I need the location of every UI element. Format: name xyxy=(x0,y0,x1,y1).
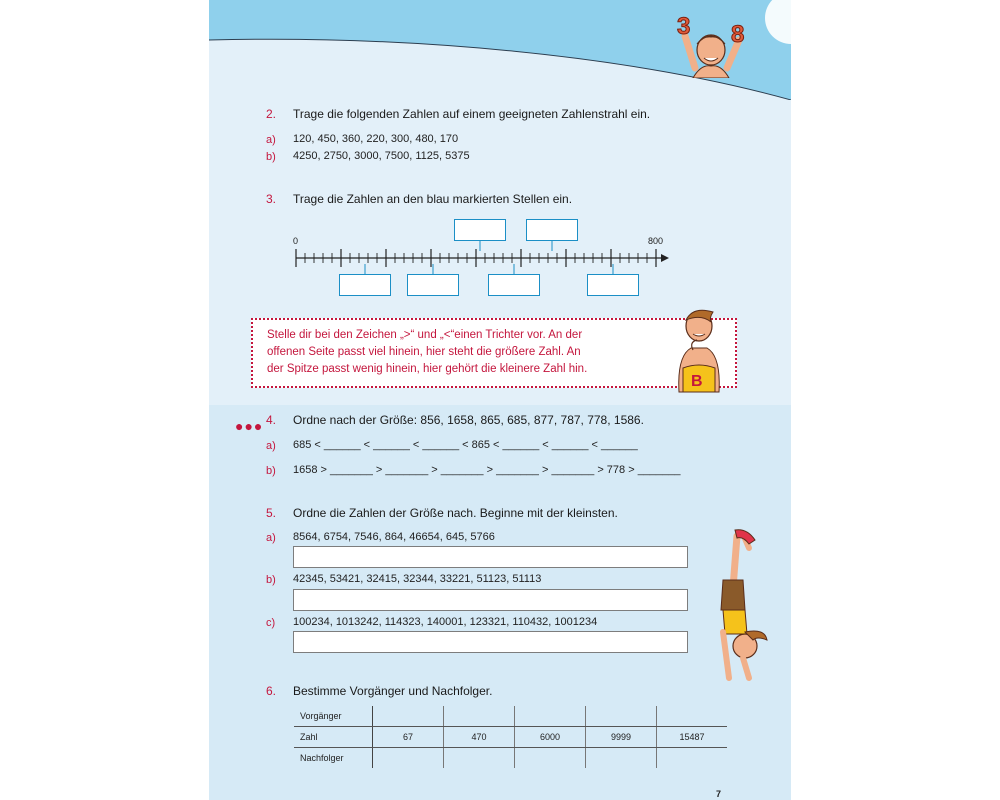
task-2b-label: b) xyxy=(266,151,276,163)
task-5a-label: a) xyxy=(266,532,276,544)
number-cell: 470 xyxy=(444,727,515,748)
task-5c-label: c) xyxy=(266,617,276,629)
task-2b-numbers: 4250, 2750, 3000, 7500, 1125, 5375 xyxy=(293,150,470,162)
box-connector-lines xyxy=(209,238,791,278)
task-5c-answer-field[interactable] xyxy=(293,631,688,653)
task-2-instruction: Trage die folgenden Zahlen auf einem geeigneten Zahlenstrahl ein. xyxy=(293,107,651,121)
number-cell: 6000 xyxy=(515,727,586,748)
mascot-thinking-illustration xyxy=(671,304,723,394)
task-5-number: 5. xyxy=(266,506,277,520)
task-4b-sequence: 1658 > _______ > _______ > _______ > _______ > _______ > 778 > _______ xyxy=(293,464,681,476)
mascot-top-illustration xyxy=(671,6,755,78)
predecessor-cell[interactable] xyxy=(657,706,728,727)
svg-text:8: 8 xyxy=(731,21,745,48)
task-4-number: 4. xyxy=(266,413,277,427)
task-4a-sequence: 685 < ______ < ______ < ______ < 865 < ______ < ______ < ______ xyxy=(293,439,638,451)
number-cell: 67 xyxy=(373,727,444,748)
table-row-vorganger xyxy=(294,706,727,727)
row-label-vorganger: Vorgänger xyxy=(294,706,373,727)
row-label-nachfolger: Nachfolger xyxy=(294,748,373,769)
task-4-instruction: Ordne nach der Größe: 856, 1658, 865, 685, 877, 787, 778, 1586. xyxy=(293,413,644,427)
task-5a-answer-field[interactable] xyxy=(293,546,688,568)
successor-cell[interactable] xyxy=(515,748,586,769)
mascot-handstand-illustration xyxy=(709,528,771,684)
difficulty-dots: ●●● xyxy=(235,418,264,434)
task-5b-answer-field[interactable] xyxy=(293,589,688,611)
task-3-number: 3. xyxy=(266,192,277,206)
table-row-nachfolger xyxy=(294,748,727,769)
task-5c-numbers: 100234, 1013242, 114323, 140001, 123321, 110432, 1001234 xyxy=(293,616,598,628)
predecessor-successor-table xyxy=(294,706,727,768)
predecessor-cell[interactable] xyxy=(586,706,657,727)
predecessor-cell[interactable] xyxy=(373,706,444,727)
table-row-zahl xyxy=(294,727,727,748)
svg-text:3: 3 xyxy=(677,13,691,40)
task-5b-numbers: 42345, 53421, 32415, 32344, 33221, 51123, 51113 xyxy=(293,573,542,585)
page-number: 7 xyxy=(716,789,722,799)
predecessor-cell[interactable] xyxy=(515,706,586,727)
successor-cell[interactable] xyxy=(586,748,657,769)
successor-cell[interactable] xyxy=(373,748,444,769)
tip-line-3: der Spitze passt wenig hinein, hier gehört die kleinere Zahl hin. xyxy=(267,363,588,375)
task-2a-numbers: 120, 450, 360, 220, 300, 480, 170 xyxy=(293,133,459,145)
tip-line-2: offenen Seite passt viel hinein, hier steht die größere Zahl. An xyxy=(267,346,581,358)
task-5-instruction: Ordne die Zahlen der Größe nach. Beginne mit der kleinsten. xyxy=(293,506,618,520)
successor-cell[interactable] xyxy=(657,748,728,769)
task-4a-label: a) xyxy=(266,440,276,452)
number-line-start-label: 0 xyxy=(293,236,299,246)
tip-line-1: Stelle dir bei den Zeichen „>“ und „<“einen Trichter vor. An der xyxy=(267,329,583,341)
predecessor-cell[interactable] xyxy=(444,706,515,727)
task-3-instruction: Trage die Zahlen an den blau markierten Stellen ein. xyxy=(293,192,573,206)
number-cell: 15487 xyxy=(657,727,728,748)
tip-box xyxy=(251,318,737,388)
number-line-end-label: 800 xyxy=(648,236,664,246)
successor-cell[interactable] xyxy=(444,748,515,769)
task-4b-label: b) xyxy=(266,465,276,477)
task-2-number: 2. xyxy=(266,107,277,121)
task-5b-label: b) xyxy=(266,574,276,586)
mascot-badge: B xyxy=(691,373,703,390)
row-label-zahl: Zahl xyxy=(294,727,373,748)
workbook-page xyxy=(209,0,791,800)
number-cell: 9999 xyxy=(586,727,657,748)
task-2a-label: a) xyxy=(266,134,276,146)
task-6-instruction: Bestimme Vorgänger und Nachfolger. xyxy=(293,684,493,698)
task-6-number: 6. xyxy=(266,684,277,698)
task-5a-numbers: 8564, 6754, 7546, 864, 46654, 645, 5766 xyxy=(293,531,495,543)
